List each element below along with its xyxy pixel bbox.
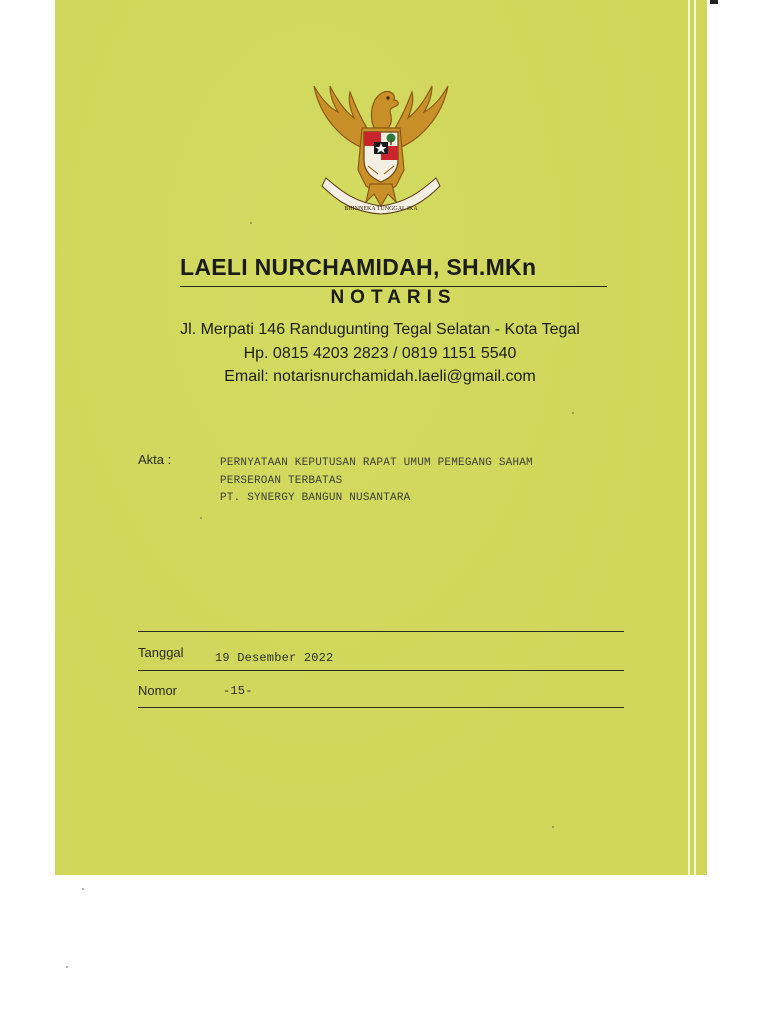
tanggal-label: Tanggal [138,645,184,660]
divider-line [138,631,624,632]
head [372,91,399,128]
scan-corner-mark [710,0,718,4]
notary-title: NOTARIS [330,287,457,308]
cover-edge-line [694,0,696,875]
akta-line-2: PERSEROAN TERBATAS [220,475,343,487]
left-wing [314,86,368,148]
notary-name: LAELI NURCHAMIDAH, SH.MKn [180,254,537,280]
nomor-label: Nomor [138,683,178,698]
tail [366,184,396,206]
akta-label: Akta : [138,452,172,467]
scan-speck [82,888,84,890]
right-wing [394,86,448,148]
scan-speck [552,826,554,828]
garuda-emblem-icon [308,78,454,224]
office-address: Jl. Merpati 146 Randugunting Tegal Selatan - Kota Tegal [180,321,580,338]
email-address: Email: notarisnurchamidah.laeli@gmail.com [224,368,536,385]
eye [386,96,389,99]
divider-line [138,670,624,671]
cover-edge-line [688,0,690,875]
akta-line-3: PT. SYNERGY BANGUN NUSANTARA [220,492,411,504]
motto-text: BHINNEKA TUNGGAL IKA [344,206,418,212]
scan-speck [66,966,68,968]
scan-speck [200,517,202,519]
phone-numbers: Hp. 0815 4203 2823 / 0819 1151 5540 [243,345,517,362]
nomor-value: -15- [223,684,253,698]
akta-line-1: PERNYATAAN KEPUTUSAN RAPAT UMUM PEMEGANG SAHAM [220,457,533,469]
divider-line [138,707,624,708]
tanggal-value: 19 Desember 2022 [215,651,334,665]
scan-speck [250,222,252,224]
scan-speck [572,412,574,414]
